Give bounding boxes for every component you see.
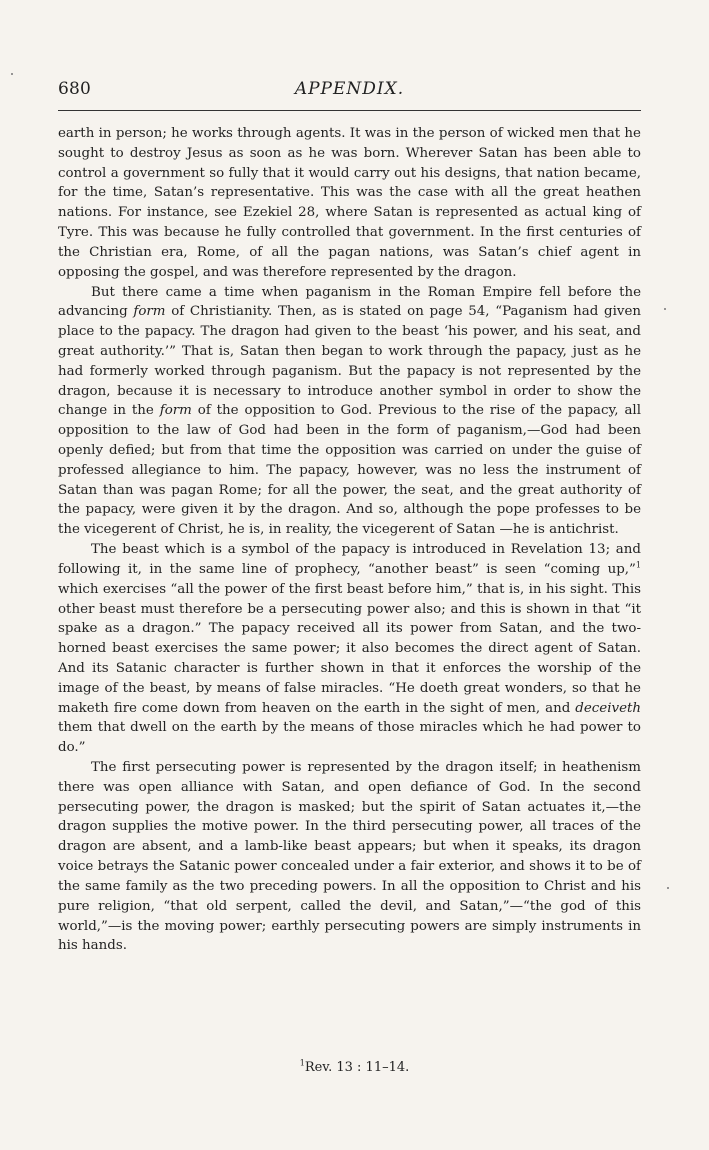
paragraph-2	[58, 283, 641, 541]
paragraph-3	[58, 540, 641, 758]
paragraph-4: The first persecuting power is represented by the dragon itself; in heathenism there was open alliance with Satan, and open defiance of God. In the second persecuting power, the dragon is masked; but the spirit of Satan actuates it,—the dragon supplies the motive power. In the third persecuting power, all traces of the dragon are absent, and a lamb-like beast appears; but when it speaks, its dragon voice betrays the Satanic power concealed under a fair exterior, and shows it to be of the same family as the two preceding powers. In all the opposition to Christ and his pure religion, “that old serpent, called the devil, and Satan,”—“the god of this world,”—is the moving power; earthly persecuting powers are simply instruments in his hands.	[58, 760, 641, 954]
paragraph-3-text-b: which exercises “all the power of the first beast before him,” that is, in his sight. This other beast must therefore be a persecuting power also; and this is shown in that “it spake as a dragon.” The papacy received all its power from Satan, and the two-horned beast exercises the same power; it also becomes the direct agent of Satan. And its Satanic character is further shown in that it enforces the worship of the image of the beast, by means of false miracles. “He doeth great wonders, so that he maketh fire come down from heaven on the earth in the sight of men, and	[58, 581, 641, 716]
paper-speck	[11, 73, 13, 75]
emphasis-deceiveth: deceiveth	[575, 700, 641, 716]
paragraph-2-text-a: But there came a time when paganism in the Roman Empire fell before the advancing	[58, 284, 641, 320]
footnote-mark: 1	[299, 1058, 305, 1068]
emphasis-form: form	[133, 304, 166, 320]
page-header	[58, 79, 641, 103]
paper-speck	[667, 887, 669, 889]
running-title: APPENDIX.	[294, 79, 405, 99]
body-text	[58, 124, 641, 956]
header-rule	[58, 110, 641, 111]
paragraph-3-text-c: them that dwell on the earth by the means of those miracles which he had power to do.”	[58, 720, 641, 756]
paragraph-1: earth in person; he works through agents. It was in the person of wicked men that he sought to destroy Jesus as soon as he was born. Wherever Satan has been able to control a government so fully that it would carry out his designs, that nation became, for the time, Satan’s representative. This was the case with all the great heathen nations. For instance, see Ezekiel 28, where Satan is represented as actual king of Tyre. This was because he fully controlled that government. In the first centuries of the Christian era, Rome, of all the pagan nations, was Satan’s chief agent in opposing the gospel, and was therefore represented by the dragon.	[58, 126, 641, 280]
paragraph-2-text-b: of Christianity. Then, as is stated on page 54, “Paganism had given place to the papacy. The dragon had given to the beast ‘his power, and his seat, and great authority.’” That is, Satan then began to work through the papacy, just as he had formerly worked through paganism. But the papacy is not represented by the dragon, because it is necessary to introduce another symbol in order to show the change in the	[58, 304, 641, 419]
paragraph-2-text-c: of the opposition to God. Previous to the rise of the papacy, all opposition to the law of God had been in the form of paganism,—God had been openly defied; but from that time the opposition was carried on under the guise of professed allegiance to him. The papacy, however, was no less the instrument of Satan than was pagan Rome; for all the power, the seat, and the great authority of the papacy, were given it by the dragon. And so, although the pope professes to be the vicegerent of Christ, he is, in reality, the vicegerent of Satan —he is antichrist.	[58, 403, 641, 538]
footnote	[0, 1060, 709, 1076]
page-number: 680	[58, 79, 92, 99]
paragraph-3-text-a: The beast which is a symbol of the papacy is introduced in Revelation 13; and following it, in the same line of prophecy, “another beast” is seen “coming up,”	[58, 542, 641, 577]
footnote-text: Rev. 13 : 11–14.	[304, 1060, 410, 1075]
paper-speck	[664, 308, 666, 310]
emphasis-form-second: form	[159, 403, 192, 419]
footnote-reference: 1	[635, 560, 641, 570]
